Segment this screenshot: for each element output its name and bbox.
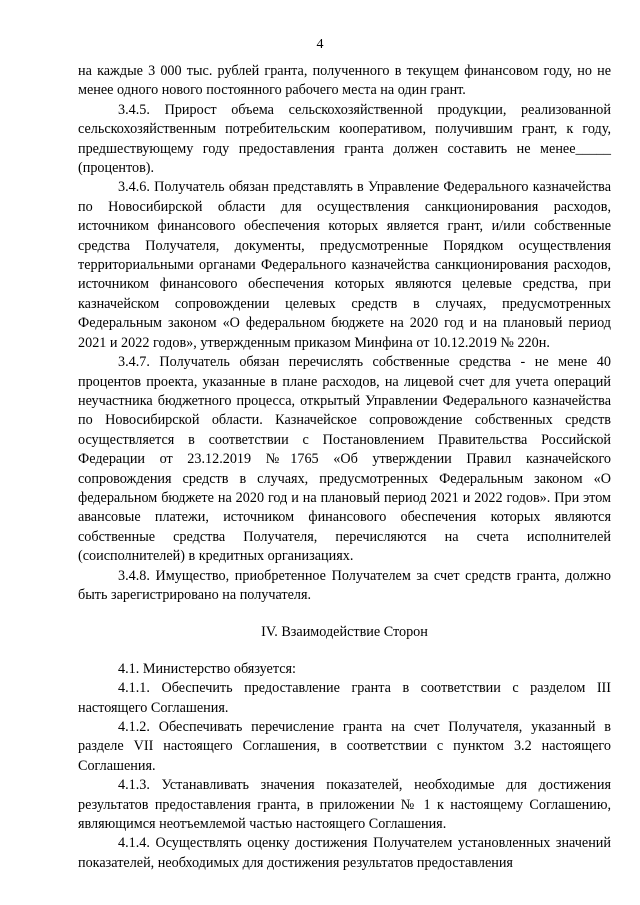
paragraph-4-1-2: 4.1.2. Обеспечивать перечисление гранта на счет Получателя, указанный в разделе VII настоящего Соглашения, в соответствии с пунктом 3.2 настоящего Соглашения.: [78, 719, 611, 774]
page-number: 4: [316, 37, 324, 52]
paragraph-4-1-1: 4.1.1. Обеспечить предоставление гранта в соответствии с разделом III настоящего Соглашения.: [78, 680, 611, 716]
paragraph-4-1-3: 4.1.3. Устанавливать значения показателей, необходимые для достижения результатов предоставления гранта, в приложении № 1 к настоящему Соглашению, являющимся неотъемлемой частью настоящего Соглашения.: [78, 777, 611, 833]
paragraph-4-1: 4.1. Министерство обязуется:: [118, 660, 296, 677]
paragraph-3-4-7: 3.4.7. Получатель обязан перечислять собственные средства - не мене 40 процентов проекта, указанные в плане расходов, на лицевой счет для учета операций неучастника бюджетного процесса, открытый Управлении Федерального казначейства по Новосибирской области. Казначейское сопровождение собственных средств осуществляется в соответствии с Постановлением Правительства Российской Федерации от 23.12.2019 №1765 «Об утверждении Правил казначейского сопровождения средств в случаях, предусмотренных Федеральным законом «О федеральном бюджете на 2020 год и на плановый период 2021 и 2022 годов». При этом авансовые платежи, источником финансового обеспечения которых являются собственные средства Получателя, перечисляются на счета исполнителей (соисполнителей) в кредитных организациях.: [78, 354, 611, 565]
paragraph-3-4-6: 3.4.6. Получатель обязан представлять в Управление Федерального казначейства по Новосибирской области для осуществления санкционирования расходов, источником финансового обеспечения которых является грант, и/или собственные средства Получателя, документы, предусмотренные Порядком осуществления территориальными органами Федерального казначейства санкционирования расходов, источником финансового обеспечения которых являются целевые средства, при казначейском сопровождении целевых средств в случаях, предусмотренных Федеральным законом «О федеральном бюджете на 2020 год и на плановый период 2021 и 2022 годов», утвержденным приказом Минфина от 10.12.2019 № 220н.: [78, 179, 611, 351]
paragraph-continuation: на каждые 3 000 тыс. рублей гранта, полученного в текущем финансовом году, но не менее одного нового постоянного рабочего места на один грант.: [78, 63, 611, 99]
paragraph-3-4-8: 3.4.8. Имущество, приобретенное Получателем за счет средств гранта, должно быть зарегистрировано на получателя.: [78, 567, 611, 603]
paragraph-4-1-4: 4.1.4. Осуществлять оценку достижения Получателем установленных значений показателей, необходимых для достижения результатов предоставления: [78, 835, 611, 871]
section-heading-iv: IV. Взаимодействие Сторон: [261, 624, 428, 641]
document-body: [78, 62, 611, 873]
paragraph-3-4-5: 3.4.5. Прирост объема сельскохозяйственной продукции, реализованной сельскохозяйственным потребительским кооперативом, получившим грант, к году, предшествующему году предоставления гранта должен составить не менее_____ (процентов).: [78, 101, 611, 177]
